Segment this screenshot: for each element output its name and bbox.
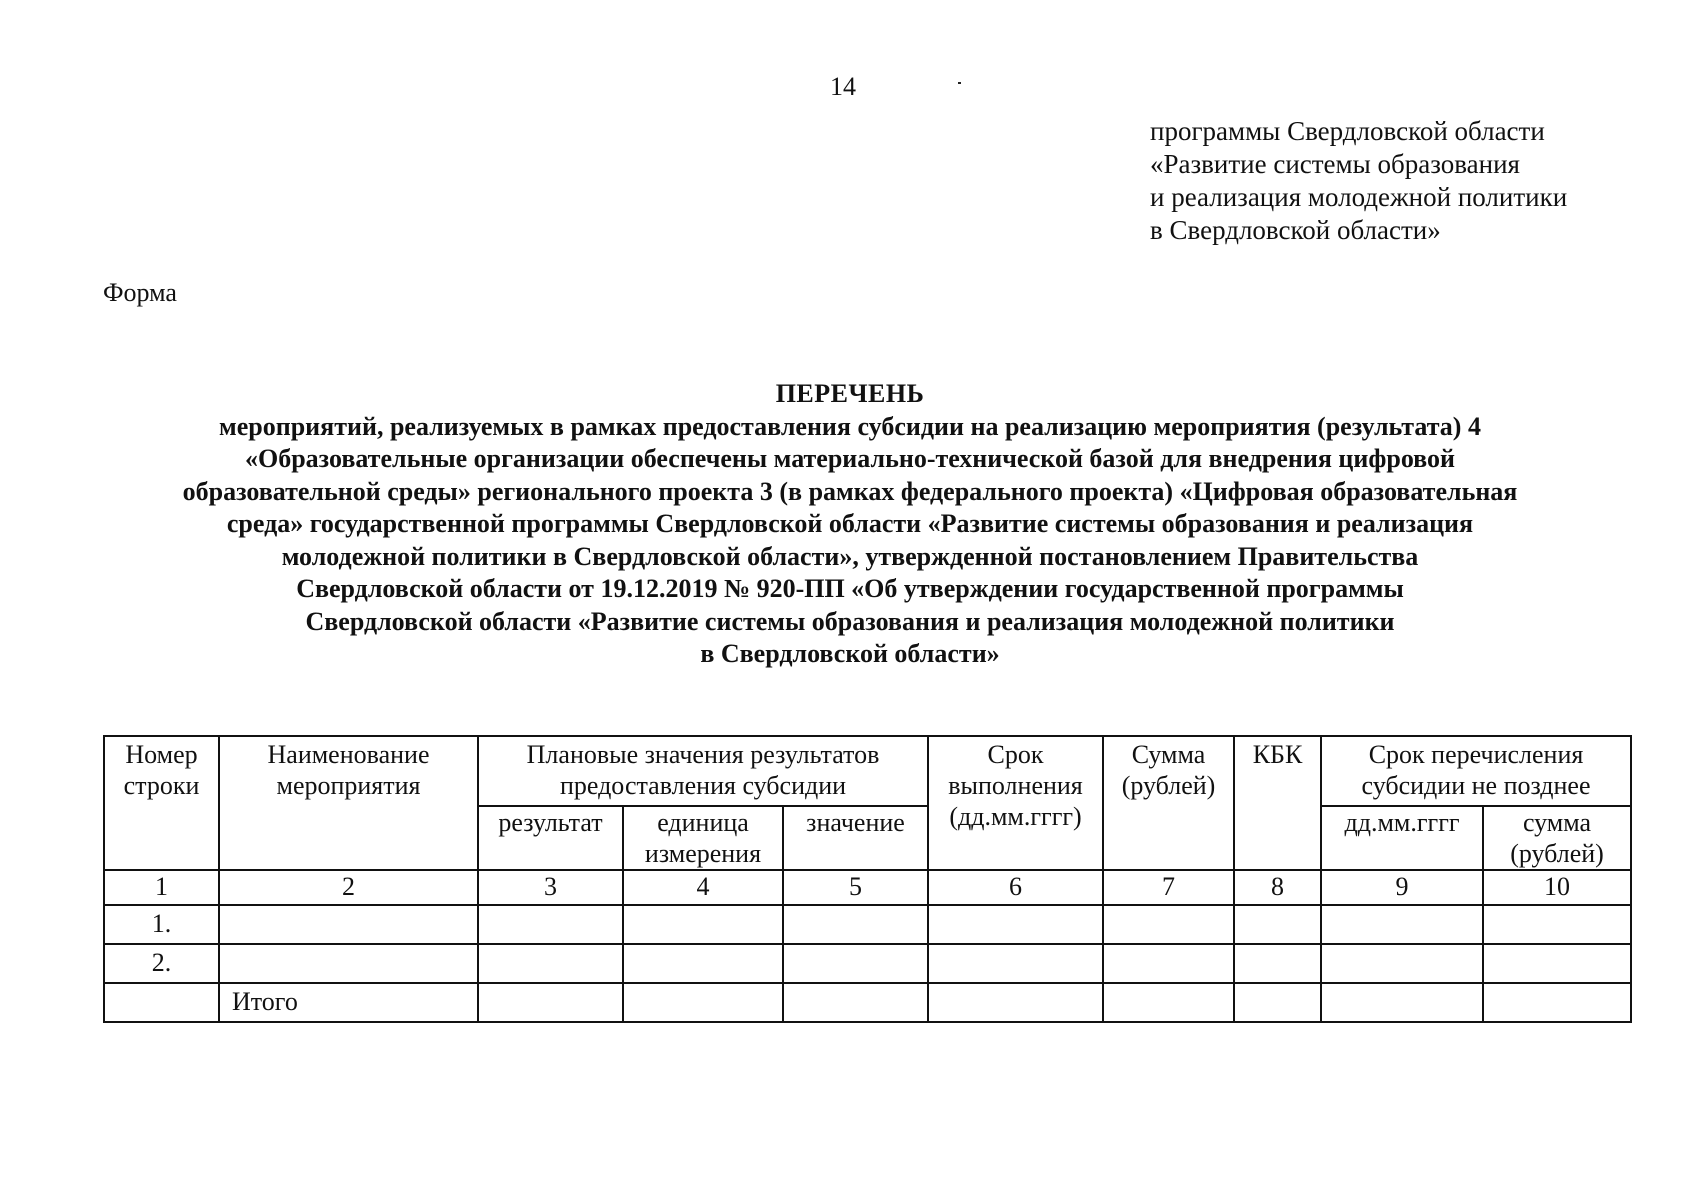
table-row [104,905,1631,944]
table-row-total [104,983,1631,1022]
empty-cell [478,944,623,983]
events-table [103,735,1632,1023]
empty-cell [1234,983,1321,1022]
column-number: 5 [783,870,928,905]
empty-cell [1321,905,1483,944]
subheader-unit: единица измерения [623,806,783,870]
empty-cell [1234,944,1321,983]
column-number: 10 [1483,870,1631,905]
column-number: 7 [1103,870,1234,905]
header-kbk: КБК [1234,736,1321,870]
row-number-cell: 1. [104,905,219,944]
row-name-cell [219,905,478,944]
table-row [104,944,1631,983]
header-line: «Развитие системы образования [1150,149,1520,179]
column-number: 4 [623,870,783,905]
header-transfer-deadline: Срок перечисления субсидии не позднее [1321,736,1631,806]
row-number-cell [104,983,219,1022]
title-line: «Образовательные организации обеспечены материально-технической базой для внедрения цифровой [244,444,1456,473]
empty-cell [1103,905,1234,944]
form-label: Форма [103,278,177,307]
header-event-name: Наименование мероприятия [219,736,478,870]
column-number: 9 [1321,870,1483,905]
subheader-value: значение [783,806,928,870]
title-heading: ПЕРЕЧЕНЬ [775,379,925,408]
empty-cell [783,983,928,1022]
title-line: Свердловской области «Развитие системы образования и реализация молодежной политики [305,606,1395,636]
header-block [1150,115,1567,247]
scan-speck [958,82,961,84]
empty-cell [928,944,1103,983]
empty-cell [478,905,623,944]
row-number-cell: 2. [104,944,219,983]
empty-cell [1103,944,1234,983]
column-number: 1 [104,870,219,905]
empty-cell [928,905,1103,944]
empty-cell [1321,944,1483,983]
title-line: среда» государственной программы Свердловской области «Развитие системы образования и реализация [226,509,1474,538]
title-line: молодежной политики в Свердловской области», утвержденной постановлением Правительства [281,541,1419,571]
subheader-date: дд.мм.гггг [1321,806,1483,870]
title-line: мероприятий, реализуемых в рамках предоставления субсидии на реализацию мероприятия (результата) 4 [219,411,1481,441]
header-line: в Свердловской области» [1150,215,1441,245]
page-number: 14 [830,72,856,101]
column-number: 8 [1234,870,1321,905]
empty-cell [1103,983,1234,1022]
empty-cell [928,983,1103,1022]
title-line: Свердловской области от 19.12.2019 № 920-ПП «Об утверждении государственной программы [296,574,1404,603]
header-planned-values: Плановые значения результатов предоставления субсидии [478,736,928,806]
header-line: программы Свердловской области [1150,116,1545,146]
empty-cell [783,944,928,983]
empty-cell [1321,983,1483,1022]
empty-cell [1483,905,1631,944]
title-line: образовательной среды» регионального проекта 3 (в рамках федерального проекта) «Цифровая образовательная [182,476,1518,506]
empty-cell [478,983,623,1022]
header-amount: Сумма (рублей) [1103,736,1234,870]
column-number: 6 [928,870,1103,905]
column-number: 2 [219,870,478,905]
empty-cell [1483,944,1631,983]
row-name-cell: Итого [219,983,478,1022]
header-deadline: Срок выполнения (дд.мм.гггг) [928,736,1103,870]
subheader-sum: сумма (рублей) [1483,806,1631,870]
title-line: в Свердловской области» [700,639,1000,668]
header-line: и реализация молодежной политики [1150,182,1568,212]
empty-cell [623,905,783,944]
header-row-number: Номер строки [104,736,219,870]
column-number: 3 [478,870,623,905]
subheader-result: результат [478,806,623,870]
empty-cell [623,983,783,1022]
empty-cell [1234,905,1321,944]
document-title [100,378,1600,671]
row-name-cell [219,944,478,983]
empty-cell [783,905,928,944]
empty-cell [623,944,783,983]
empty-cell [1483,983,1631,1022]
